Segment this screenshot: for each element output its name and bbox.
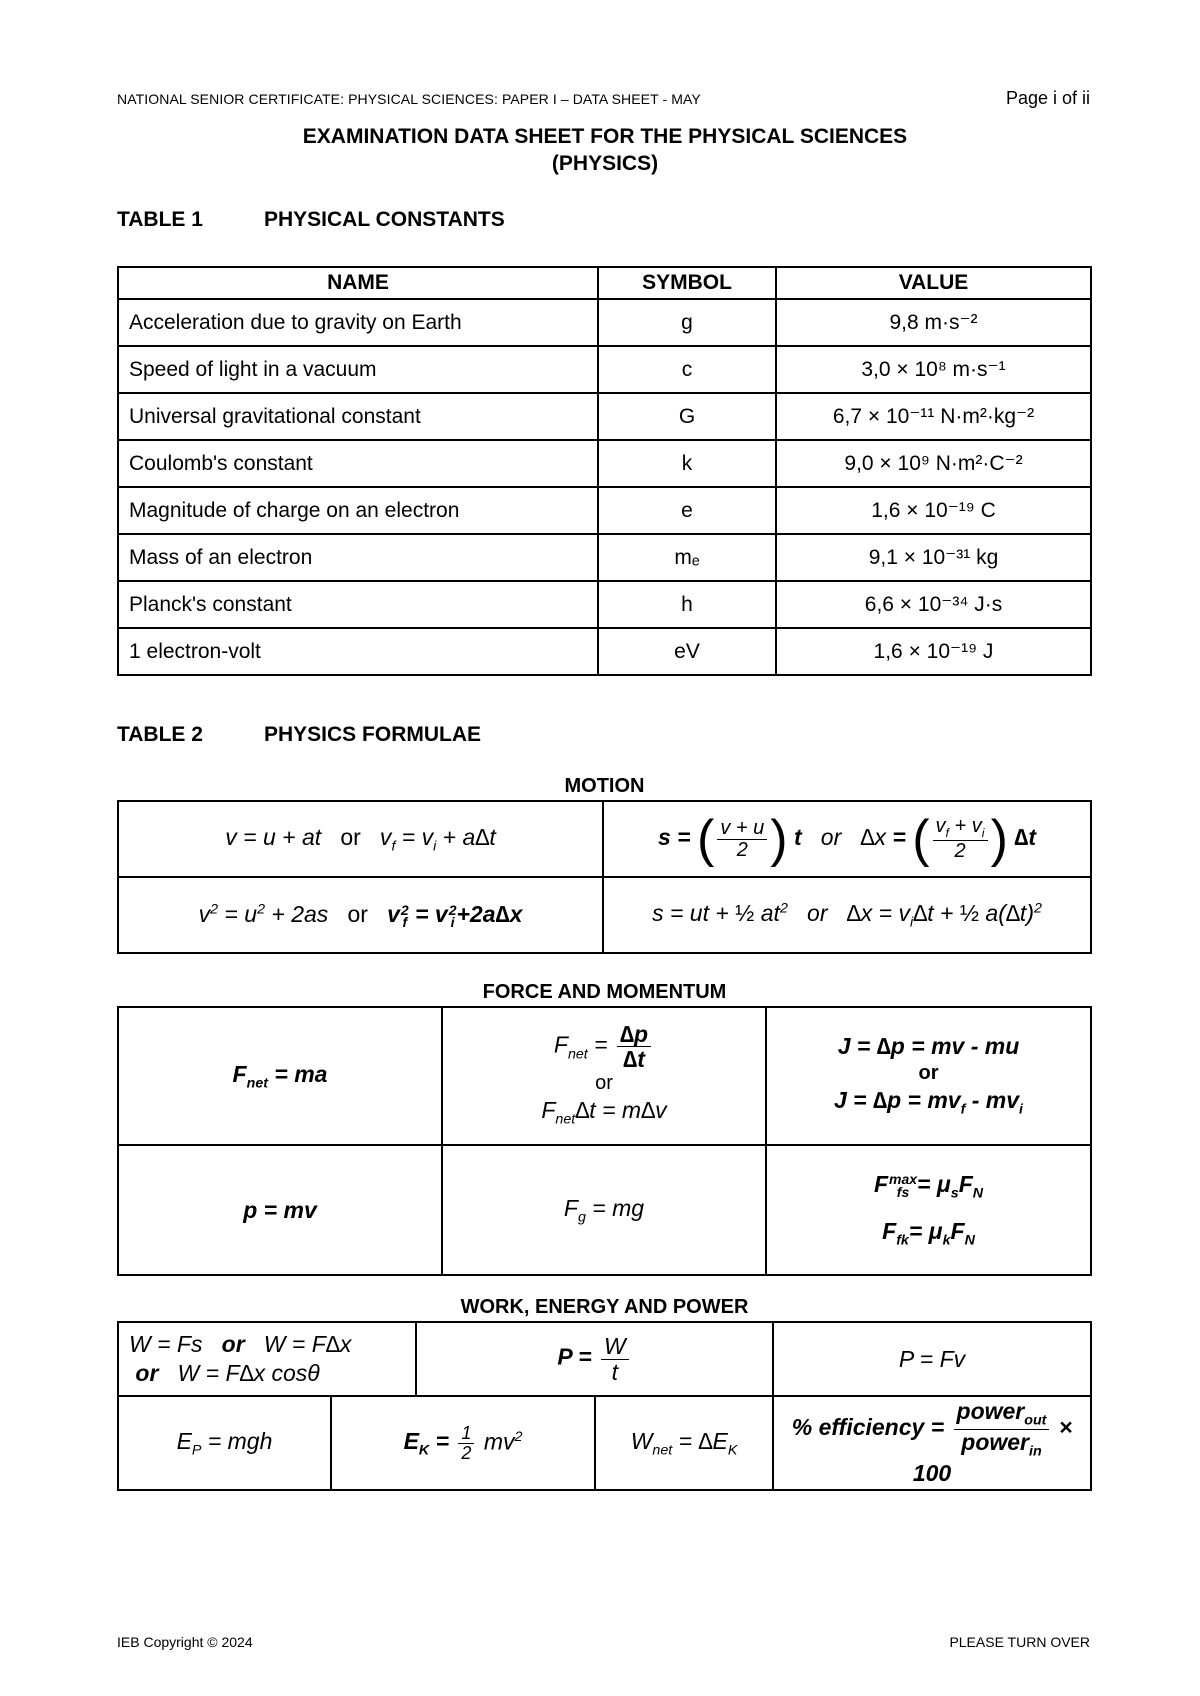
table1-number: TABLE 1 [117, 208, 203, 231]
table1-heading [117, 208, 505, 232]
table2-heading [117, 723, 481, 747]
constant-value: 3,0 × 10⁸ m·s⁻¹ [776, 346, 1091, 393]
constant-symbol: mₑ [598, 534, 776, 581]
table-row [118, 393, 1091, 440]
formula-power-velocity: P = Fv [773, 1322, 1091, 1396]
formula-newton-second-law: $F_{net}$ = ma [118, 1007, 442, 1145]
constant-name: Coulomb's constant [118, 440, 598, 487]
constant-name: 1 electron-volt [118, 628, 598, 675]
motion-formulae-table [117, 800, 1092, 954]
table-row [118, 1396, 1091, 1490]
column-header-name: NAME [118, 267, 598, 299]
formula-momentum: p = mv [118, 1145, 442, 1275]
page-number: Page i of ii [1005, 88, 1090, 108]
constants-header-row [118, 267, 1091, 299]
formula-kinetic-energy: $E_K$ = $\frac{1}{2}$ $mv^2$ [331, 1396, 595, 1490]
constant-value: 1,6 × 10⁻¹⁹ C [776, 487, 1091, 534]
constant-value: 9,1 × 10⁻³¹ kg [776, 534, 1091, 581]
force-formulae-table [117, 1006, 1092, 1276]
constant-value: 9,8 m·s⁻² [776, 299, 1091, 346]
header-left: NATIONAL SENIOR CERTIFICATE: PHYSICAL SCIENCES: PAPER I – DATA SHEET - MAY [117, 91, 701, 107]
formula-work: W = Fs or W = F∆x or W = F∆x cosθ [118, 1322, 416, 1396]
table-row [118, 581, 1091, 628]
formula-impulse: J = ∆p = mv - mu or $J = \Delta p = mv_f - mv_i$ [766, 1007, 1091, 1145]
formula-weight: $F_g$ = mg [442, 1145, 766, 1275]
constant-name: Planck's constant [118, 581, 598, 628]
constant-name: Magnitude of charge on an electron [118, 487, 598, 534]
constant-name: Acceleration due to gravity on Earth [118, 299, 598, 346]
table-row [118, 628, 1091, 675]
constant-symbol: e [598, 487, 776, 534]
column-header-symbol: SYMBOL [598, 267, 776, 299]
table-row [118, 534, 1091, 581]
table-row [118, 487, 1091, 534]
formula-efficiency: % efficiency = $\frac{power_{out}}{power_{in}}$ × 100 [773, 1396, 1091, 1490]
constant-name: Speed of light in a vacuum [118, 346, 598, 393]
column-header-value: VALUE [776, 267, 1091, 299]
constant-symbol: g [598, 299, 776, 346]
constant-symbol: G [598, 393, 776, 440]
table-row [118, 299, 1091, 346]
constant-value: 6,6 × 10⁻³⁴ J·s [776, 581, 1091, 628]
formula-displacement-acceleration: s = ut + ½ $at^2$ or $\Delta x = v_i\Delta t$ + ½ $a(\Delta t)^2$ [603, 877, 1091, 953]
constant-value: 6,7 × 10⁻¹¹ N·m²·kg⁻² [776, 393, 1091, 440]
table-row [118, 801, 1091, 877]
constant-symbol: h [598, 581, 776, 628]
constants-table [117, 266, 1092, 676]
constant-symbol: k [598, 440, 776, 487]
formula-potential-energy: $E_P$ = mgh [118, 1396, 331, 1490]
footer-turn-over: PLEASE TURN OVER [949, 1634, 1090, 1650]
formula-net-force-momentum: $F_{net}$ = $\frac{\Delta p}{\Delta t}$ or $F_{net}\Delta t = m\Delta v$ [442, 1007, 766, 1145]
sheet-title: EXAMINATION DATA SHEET FOR THE PHYSICAL SCIENCES [302, 125, 908, 148]
section-title-motion: MOTION [564, 775, 645, 797]
formula-velocity: v = u + at or $v_f = v_i + a\Delta t$ [118, 801, 603, 877]
constant-name: Universal gravitational constant [118, 393, 598, 440]
table-row [118, 877, 1091, 953]
table-row [118, 1322, 1091, 1396]
section-title-force: FORCE AND MOMENTUM [482, 981, 727, 1003]
table2-title: PHYSICS FORMULAE [264, 723, 482, 746]
footer-copyright: IEB Copyright © 2024 [117, 1634, 253, 1650]
formula-velocity-squared: $v^2 = u^2 + 2as$ or v 2 f = v 2 i +2a∆x [118, 877, 603, 953]
constant-value: 1,6 × 10⁻¹⁹ J [776, 628, 1091, 675]
constant-value: 9,0 × 10⁹ N·m²·C⁻² [776, 440, 1091, 487]
constant-symbol: eV [598, 628, 776, 675]
formula-friction: F max fs = $\mu_sF_N$ $F_{fk}= \mu_kF_N$ [766, 1145, 1091, 1275]
table-row [118, 1007, 1091, 1145]
table1-title: PHYSICAL CONSTANTS [264, 208, 505, 231]
section-title-work: WORK, ENERGY AND POWER [460, 1296, 749, 1318]
work-formulae-table [117, 1321, 1092, 1491]
table-row [118, 440, 1091, 487]
table2-number: TABLE 2 [117, 723, 203, 746]
formula-work-energy-theorem: $W_{net} = \Delta E_K$ [595, 1396, 773, 1490]
constant-name: Mass of an electron [118, 534, 598, 581]
table-row [118, 346, 1091, 393]
table-row [118, 1145, 1091, 1275]
constant-symbol: c [598, 346, 776, 393]
formula-power: P = $\frac{W}{t}$ [416, 1322, 773, 1396]
sheet-subtitle: (PHYSICS) [551, 152, 659, 175]
formula-displacement-average: s = ( $\frac{v + u}{2}$ ) t or ∆x = ( $\frac{v_f + v_i}{2}$ ) ∆t [603, 801, 1091, 877]
